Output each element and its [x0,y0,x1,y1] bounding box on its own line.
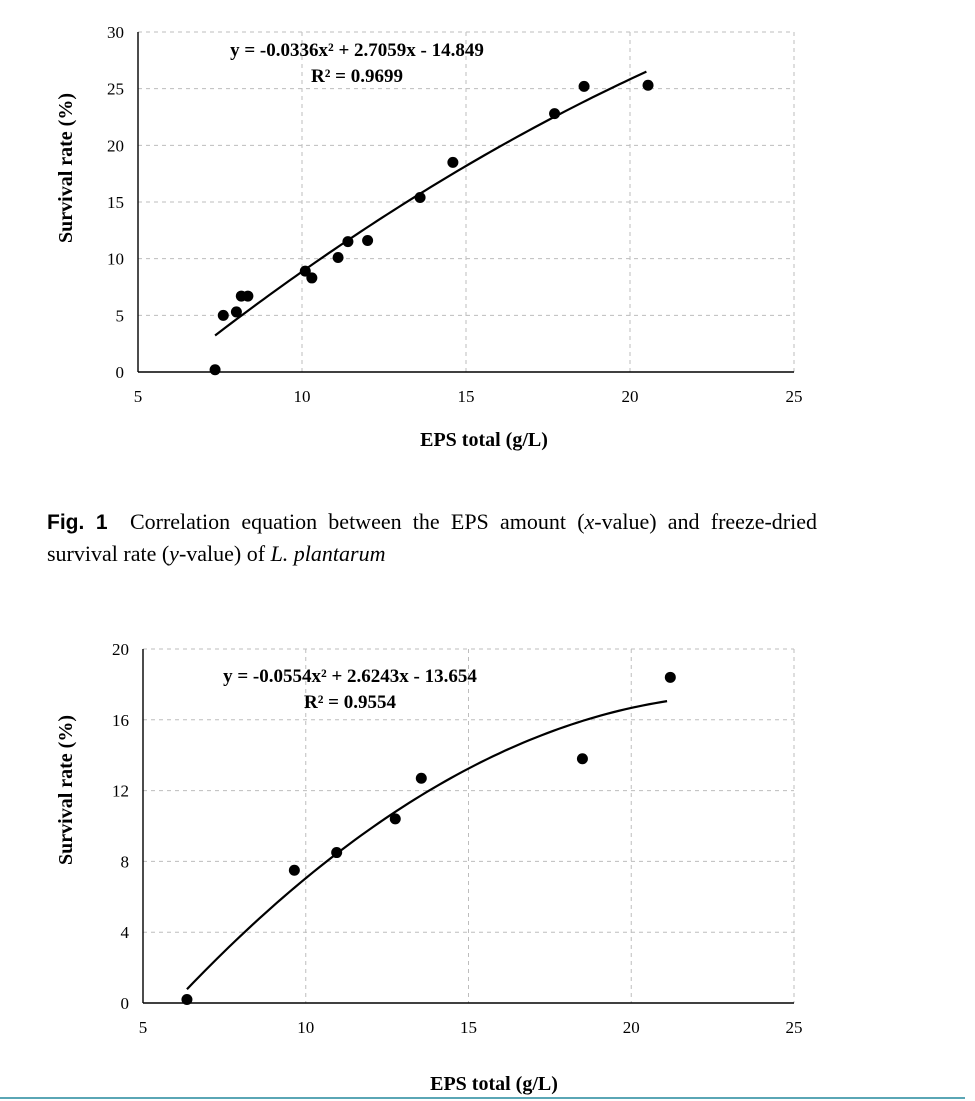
c1-x-tick-10: 10 [293,387,311,406]
chart-1-points [210,80,654,375]
c1-data-point-0 [210,364,221,375]
c1-x-tick-25: 25 [785,387,803,406]
c2-x-tick-25: 25 [785,1018,803,1037]
c2-data-point-5 [577,753,588,764]
c1-data-point-13 [579,81,590,92]
c1-data-point-12 [549,108,560,119]
c1-y-tick-5: 5 [115,306,124,326]
chart-1-gridlines [138,32,794,372]
c1-data-point-6 [306,272,317,283]
caption-y-symbol: y [169,541,179,566]
chart-1-tick-labels [107,23,803,406]
chart-2 [0,620,975,1098]
c1-data-point-7 [333,252,344,263]
chart-2-trendline [187,701,667,989]
c2-y-tick-4: 4 [120,923,129,943]
c2-y-tick-20: 20 [112,640,129,659]
chart-2-gridlines [143,649,794,1003]
c2-x-tick-10: 10 [297,1018,315,1037]
c1-y-tick-15: 15 [107,193,124,212]
chart-2-x-axis-title: EPS total (g/L) [430,1073,558,1095]
c1-x-tick-20: 20 [621,387,639,406]
chart-2-r-squared: R² = 0.9554 [304,692,396,713]
chart-2-points [181,672,675,1005]
c1-data-point-11 [447,157,458,168]
c1-y-tick-25: 25 [107,79,124,99]
chart-1-x-axis-title: EPS total (g/L) [420,429,548,451]
chart-1-trendline [215,72,646,336]
chart-1 [0,0,975,470]
chart-1-equation: y = -0.0336x² + 2.7059x - 14.849 [230,40,484,61]
c2-data-point-6 [665,672,676,683]
chart-1-r-squared: R² = 0.9699 [311,66,403,87]
c1-y-tick-10: 10 [107,249,124,269]
c2-data-point-4 [416,773,427,784]
caption-species: L. plantarum [270,541,386,566]
c1-data-point-1 [218,310,229,321]
c1-data-point-8 [342,236,353,247]
c2-data-point-0 [181,994,192,1005]
caption-text-3: -value) of [178,541,271,566]
chart-2-y-axis-title: Survival rate (%) [55,715,77,865]
c2-data-point-2 [331,847,342,858]
c2-y-tick-8: 8 [120,852,129,872]
page-bottom-rule [0,1097,965,1099]
c1-data-point-9 [362,235,373,246]
chart-2-equation: y = -0.0554x² + 2.6243x - 13.654 [223,666,477,687]
caption-text-1: Correlation equation between the EPS amount ( [129,509,585,534]
c2-x-tick-20: 20 [622,1018,640,1037]
chart-1-y-axis-title: Survival rate (%) [55,93,77,243]
c1-data-point-2 [231,306,242,317]
caption-x-symbol: x [584,509,595,534]
chart-2-tick-labels [112,640,803,1037]
c2-y-tick-12: 12 [112,781,129,801]
c2-y-tick-0: 0 [120,994,129,1013]
figure-caption-label: Fig. 1 [47,511,108,534]
c2-data-point-3 [390,813,401,824]
c2-x-tick-15: 15 [460,1018,477,1037]
caption-text-2: -value) and freeze-dried survival rate ( [47,509,817,566]
c1-y-tick-0: 0 [115,363,124,382]
c1-data-point-4 [242,291,253,302]
c1-y-tick-30: 30 [107,23,124,42]
c1-x-tick-5: 5 [133,387,143,406]
c1-data-point-14 [643,80,654,91]
c1-data-point-10 [415,192,426,203]
c2-data-point-1 [289,865,300,876]
c2-x-tick-5: 5 [138,1018,148,1037]
figure-caption [47,506,817,569]
c1-y-tick-20: 20 [107,136,124,156]
c2-y-tick-16: 16 [112,710,129,730]
c1-x-tick-15: 15 [457,387,475,406]
